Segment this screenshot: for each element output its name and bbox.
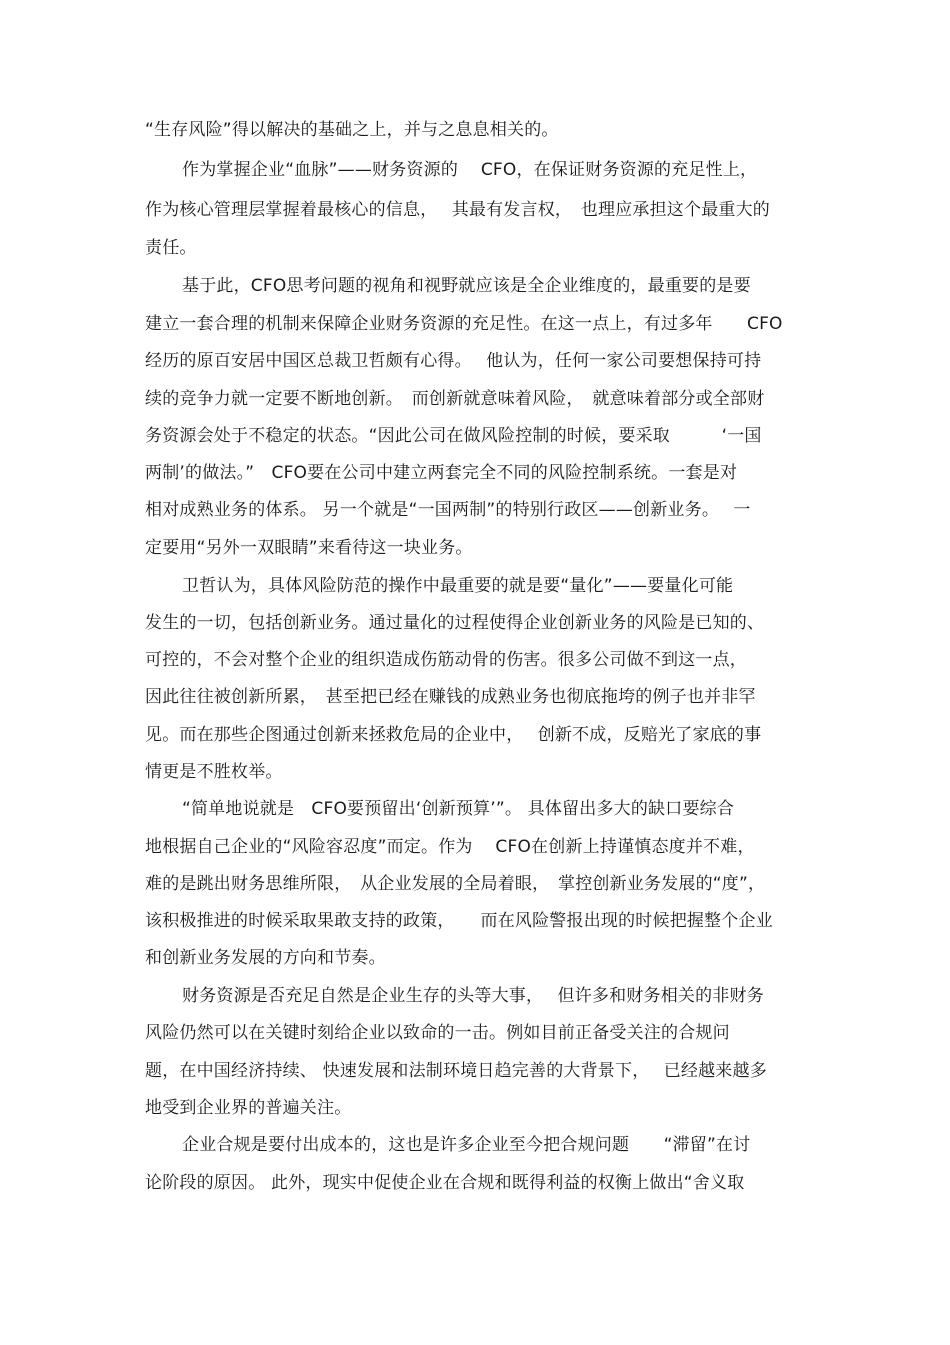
text-line: 和创新业务发展的方向和节奏。 (145, 948, 386, 968)
text-line: 因此往往被创新所累， 甚至把已经在赚钱的成熟业务也彻底拖垮的例子也并非罕 (145, 687, 756, 707)
text-line: 财务资源是否充足自然是企业生存的头等大事， 但许多和财务相关的非财务 (182, 986, 764, 1006)
text-line: 定要用“另外一双眼睛”来看待这一块业务。 (145, 538, 473, 558)
text-line: 论阶段的原因。 此外，现实中促使企业在合规和既得利益的权衡上做出“舍义取 (145, 1173, 745, 1193)
text-line: 发生的一切，包括创新业务。通过量化的过程使得企业创新业务的风险是已知的、 (145, 613, 765, 633)
text-line: 情更是不胜枚举。 (145, 762, 283, 782)
text-line: 地根据自己企业的“风险容忍度”而定。作为 CFO在创新上持谨慎态度并不难， (145, 837, 755, 857)
text-line: 地受到企业界的普遍关注。 (145, 1098, 352, 1118)
text-line: 责任。 (145, 238, 197, 258)
text-line: “简单地说就是 CFO要预留出‘创新预算’”。 具体留出多大的缺口要综合 (182, 799, 735, 819)
text-line: “生存风险”得以解决的基础之上，并与之息息相关的。 (145, 120, 559, 140)
text-line: 题，在中国经济持续、 快速发展和法制环境日趋完善的大背景下， 已经越来越多 (145, 1061, 767, 1081)
text-line: 可控的，不会对整个企业的组织造成伤筋动骨的伤害。很多公司做不到这一点， (145, 650, 747, 670)
text-line: 建立一套合理的机制来保障企业财务资源的充足性。在这一点上，有过多年 CFO (145, 314, 783, 334)
text-line: 风险仍然可以在关键时刻给企业以致命的一击。例如目前正备受关注的合规问 (145, 1023, 730, 1043)
text-line: 作为核心管理层掌握着最核心的信息， 其最有发言权， 也理应承担这个最重大的 (145, 200, 771, 220)
text-line: 务资源会处于不稳定的状态。“因此公司在做风险控制的时候，要采取 ‘一国 (145, 426, 762, 446)
text-line: 该积极推进的时候采取果敢支持的政策， 而在风险警报出现的时候把握整个企业 (145, 911, 773, 931)
text-line: 难的是跳出财务思维所限， 从企业发展的全局着眼， 掌控创新业务发展的“度”， (145, 874, 766, 894)
text-line: 作为掌握企业“血脉”——财务资源的 CFO，在保证财务资源的充足性上， (182, 160, 758, 180)
text-line: 基于此，CFO思考问题的视角和视野就应该是全企业维度的，最重要的是要 (182, 276, 751, 296)
text-line: 相对成熟业务的体系。 另一个就是“一国两制”的特别行政区——创新业务。 一 (145, 500, 751, 520)
text-line: 经历的原百安居中国区总裁卫哲颇有心得。 他认为，任何一家公司要想保持可持 (145, 351, 762, 371)
text-line: 见。而在那些企图通过创新来拯救危局的企业中， 创新不成，反赔光了家底的事 (145, 725, 762, 745)
text-line: 两制’的做法。” CFO要在公司中建立两套完全不同的风险控制系统。一套是对 (145, 463, 738, 483)
text-line: 企业合规是要付出成本的，这也是许多企业至今把合规问题 “滞留”在讨 (182, 1135, 751, 1155)
text-line: 续的竞争力就一定要不断地创新。 而创新就意味着风险， 就意味着部分或全部财 (145, 389, 765, 409)
text-line: 卫哲认为，具体风险防范的操作中最重要的就是要“量化”——要量化可能 (182, 576, 734, 596)
